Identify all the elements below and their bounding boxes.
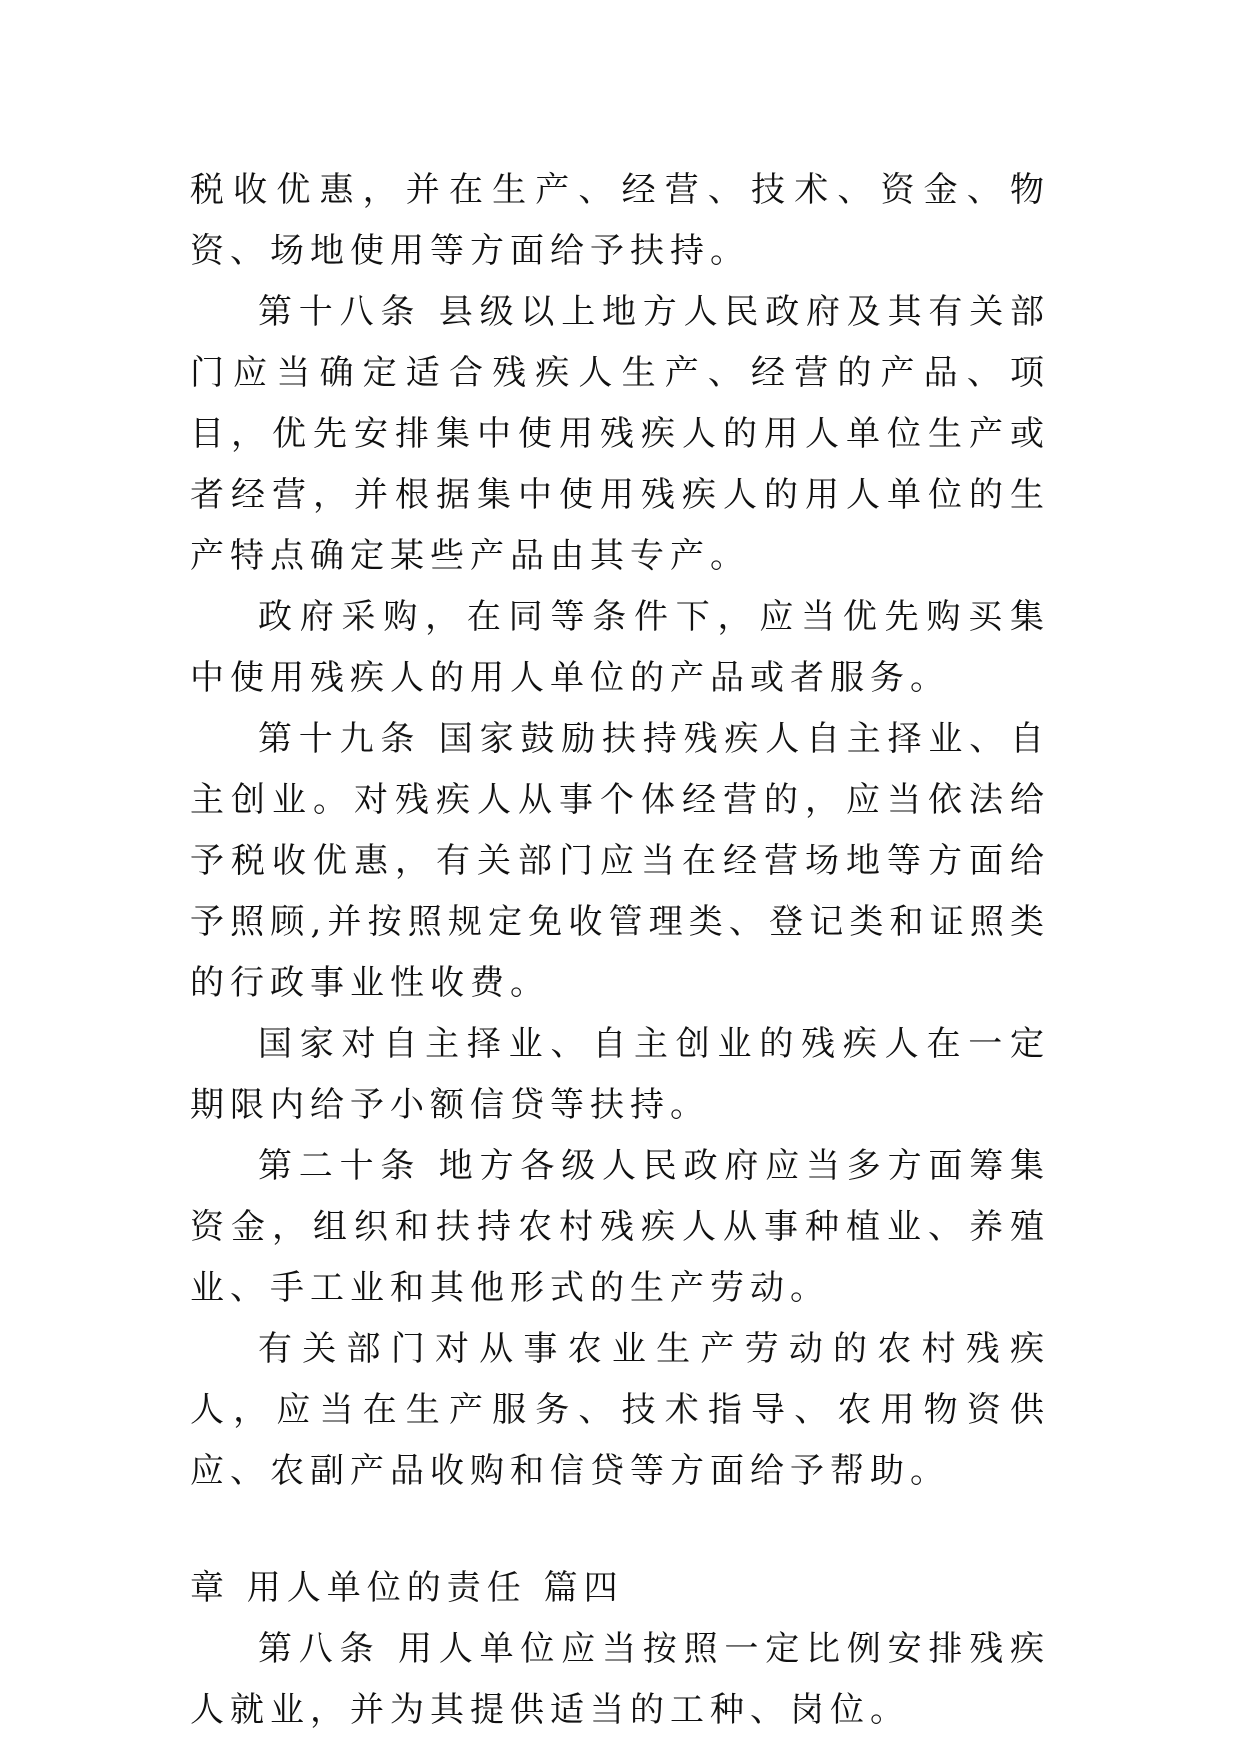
paragraph-tax-incentives: 税收优惠，并在生产、经营、技术、资金、物资、场地使用等方面给予扶持。 <box>190 170 1050 271</box>
paragraph-article-20: 第二十条 地方各级人民政府应当多方面筹集资金，组织和扶持农村残疾人从事种植业、养殖业、手工业和其他形式的生产劳动。 <box>190 1146 1050 1308</box>
paragraph-microcredit: 国家对自主择业、自主创业的残疾人在一定期限内给予小额信贷等扶持。 <box>190 1024 1050 1125</box>
chapter-heading: 章 用人单位的责任 篇四 <box>190 1568 624 1608</box>
document-body <box>190 160 1050 1741</box>
paragraph-agricultural-assistance: 有关部门对从事农业生产劳动的农村残疾人，应当在生产服务、技术指导、农用物资供应、农副产品收购和信贷等方面给予帮助。 <box>190 1329 1050 1491</box>
paragraph-article-18: 第十八条 县级以上地方人民政府及其有关部门应当确定适合残疾人生产、经营的产品、项目，优先安排集中使用残疾人的用人单位生产或者经营，并根据集中使用残疾人的用人单位的生产特点确定某些产品由其专产。 <box>190 292 1050 576</box>
paragraph-article-19: 第十九条 国家鼓励扶持残疾人自主择业、自主创业。对残疾人从事个体经营的，应当依法给予税收优惠，有关部门应当在经营场地等方面给予照顾,并按照规定免收管理类、登记类和证照类的行政事业性收费。 <box>190 719 1050 1003</box>
paragraph-government-procurement: 政府采购，在同等条件下，应当优先购买集中使用残疾人的用人单位的产品或者服务。 <box>190 597 1050 698</box>
paragraph-article-8: 第八条 用人单位应当按照一定比例安排残疾人就业，并为其提供适当的工种、岗位。 <box>190 1629 1050 1730</box>
